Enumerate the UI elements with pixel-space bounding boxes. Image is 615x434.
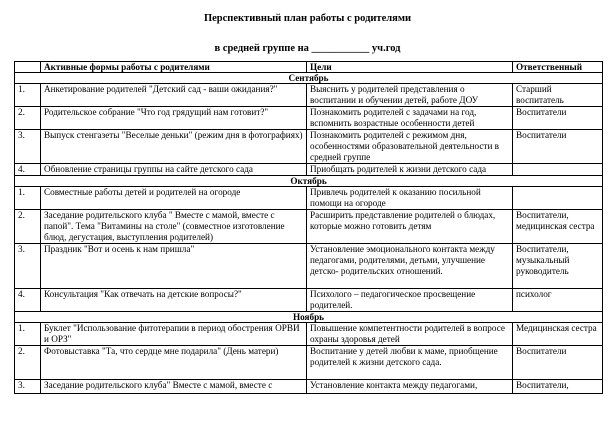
table-row (15, 380, 603, 394)
row-goal: Повышение компетентности родителей в вопросе охраны здоровья детей (307, 323, 513, 346)
row-goal: Приобщать родителей к жизни детского сада (307, 164, 513, 176)
row-number: 4. (15, 164, 41, 176)
row-number: 3. (15, 244, 41, 289)
table-row (15, 164, 603, 176)
table-row (15, 244, 603, 289)
row-goal: Привлечь родителей к оказанию посильной помощи на огороде (307, 187, 513, 210)
row-number: 2. (15, 210, 41, 244)
month-label: Сентябрь (15, 73, 603, 84)
row-goal: Воспитание у детей любви к маме, приобщение родителей к жизни детского сада. (307, 346, 513, 380)
row-number: 2. (15, 107, 41, 130)
row-responsible: психолог (513, 289, 603, 312)
row-responsible: Воспитатели (513, 346, 603, 380)
header-forms: Активные формы работы с родителями (41, 62, 307, 73)
table-row (15, 289, 603, 312)
row-number: 4. (15, 289, 41, 312)
row-number: 1. (15, 323, 41, 346)
row-responsible: Старший воспитатель (513, 84, 603, 107)
table-header-row (15, 62, 603, 73)
table-row (15, 130, 603, 164)
row-responsible: Воспитатели, музыкальный руководитель (513, 244, 603, 289)
table-row (15, 84, 603, 107)
row-goal: Расширить представление родителей о блюдах, которые можно готовить детям (307, 210, 513, 244)
row-goal: Психолого – педагогическое просвещение родителей. (307, 289, 513, 312)
document-subtitle: в средней группе на ___________ уч.год (214, 43, 401, 54)
row-form: Буклет "Использование фитотерапии в период обострения ОРВИ и ОРЗ" (41, 323, 307, 346)
header-number (15, 62, 41, 73)
table-row (15, 187, 603, 210)
row-responsible (513, 187, 603, 210)
plan-table (14, 61, 603, 394)
row-number: 1. (15, 84, 41, 107)
month-row-september (15, 73, 603, 84)
row-responsible: Воспитатели, медицинская сестра (513, 210, 603, 244)
row-responsible: Медицинская сестра (513, 323, 603, 346)
month-row-november (15, 312, 603, 323)
row-goal: Установление эмоционального контакта между педагогами, родителями, детьми, улучшение детско- родительских отношений. (307, 244, 513, 289)
row-form: Выпуск стенгазеты "Веселые деньки" (режим дня в фотографиях) (41, 130, 307, 164)
document-title: Перспективный план работы с родителями (203, 13, 412, 24)
row-number: 1. (15, 187, 41, 210)
row-number: 3. (15, 380, 41, 394)
row-goal: Познакомить родителей с режимом дня, особенностями образовательной деятельности в средней группе (307, 130, 513, 164)
row-number: 3. (15, 130, 41, 164)
row-form: Фотовыставка "Та, что сердце мне подарила" (День матери) (41, 346, 307, 380)
row-goal: Познакомить родителей с задачами на год, вспомнить возрастные особенности детей (307, 107, 513, 130)
row-goal: Установление контакта между педагогами, (307, 380, 513, 394)
row-responsible: Воспитатели, (513, 380, 603, 394)
row-form: Праздник "Вот и осень к нам пришла" (41, 244, 307, 289)
header-goals: Цели (307, 62, 513, 73)
table-row (15, 346, 603, 380)
table-row (15, 210, 603, 244)
month-label: Ноябрь (15, 312, 603, 323)
row-form: Родительское собрание "Что год грядущий нам готовит?" (41, 107, 307, 130)
row-form: Консультация "Как отвечать на детские вопросы?" (41, 289, 307, 312)
row-responsible: Воспитатели (513, 130, 603, 164)
row-form: Заседание родительского клуба " Вместе с мамой, вместе с папой". Тема "Витамины на столе" (совместное изготовление блюд, дегустация, выступления родителей) (41, 210, 307, 244)
row-form: Заседание родительского клуба" Вместе с мамой, вместе с (41, 380, 307, 394)
row-form: Совместные работы детей и родителей на огороде (41, 187, 307, 210)
row-goal: Выяснить у родителей представления о воспитании и обучении детей, работе ДОУ (307, 84, 513, 107)
row-form: Обновление страницы группы на сайте детского сада (41, 164, 307, 176)
row-form: Анкетирование родителей "Детский сад - ваши ожидания?" (41, 84, 307, 107)
row-number: 2. (15, 346, 41, 380)
row-responsible (513, 164, 603, 176)
table-row (15, 107, 603, 130)
row-responsible: Воспитатели (513, 107, 603, 130)
month-label: Октябрь (15, 176, 603, 187)
month-row-october (15, 176, 603, 187)
table-row (15, 323, 603, 346)
header-responsible: Ответственный (513, 62, 603, 73)
